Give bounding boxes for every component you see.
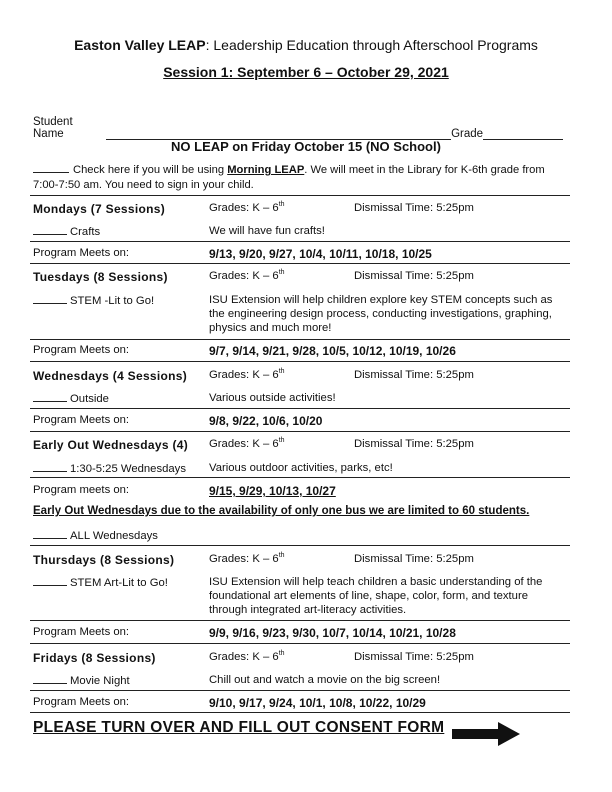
divider	[30, 339, 570, 340]
program-description: We will have fun crafts!	[209, 225, 325, 237]
meets-label: Program Meets on:	[33, 696, 130, 708]
divider	[30, 477, 570, 478]
divider	[30, 620, 570, 621]
program-checkbox[interactable]	[33, 293, 67, 304]
all-wednesdays-label: ALL Wednesdays	[70, 530, 158, 542]
dismissal-time: Dismissal Time: 5:25pm	[354, 553, 474, 565]
program-description: ISU Extension will help teach children a basic understanding of the foundational art elements of line, shape, color, form, and texture through integrated art-literacy activities.	[209, 576, 543, 616]
day-label: Thursdays (8 Sessions)	[33, 553, 175, 567]
grades-label: Grades: K – 6th	[209, 201, 285, 214]
meets-label: Program meets on:	[33, 484, 130, 496]
session-dates: 9/7, 9/14, 9/21, 9/28, 10/5, 10/12, 10/19, 10/26	[209, 344, 456, 358]
program-checkbox[interactable]	[33, 391, 67, 402]
program-checkbox[interactable]	[33, 673, 67, 684]
program-checkbox[interactable]	[33, 461, 67, 472]
day-label: Early Out Wednesdays (4)	[33, 438, 189, 452]
program-option: STEM -Lit to Go!	[33, 293, 154, 307]
divider	[30, 712, 570, 713]
dismissal-time: Dismissal Time: 5:25pm	[354, 202, 474, 214]
right-arrow-icon	[452, 721, 522, 747]
program-option: STEM Art-Lit to Go!	[33, 575, 168, 589]
meets-label: Program Meets on:	[33, 626, 130, 638]
program-description: Chill out and watch a movie on the big screen!	[209, 674, 441, 686]
divider	[30, 263, 570, 264]
divider	[30, 545, 570, 546]
turn-over-instruction: PLEASE TURN OVER AND FILL OUT CONSENT FORM	[33, 719, 445, 736]
grades-label: Grades: K – 6th	[209, 552, 285, 565]
dismissal-time: Dismissal Time: 5:25pm	[354, 270, 474, 282]
divider	[30, 690, 570, 691]
morning-leap-checkbox[interactable]	[33, 162, 69, 173]
morning-leap-option	[33, 162, 573, 193]
student-name-label: Student Name	[33, 116, 73, 140]
student-info-row	[33, 116, 563, 140]
session-dates: 9/13, 9/20, 9/27, 10/4, 10/11, 10/18, 10/25	[209, 247, 432, 261]
session-dates: 9/10, 9/17, 9/24, 10/1, 10/8, 10/22, 10/29	[209, 696, 426, 710]
program-description: Various outdoor activities, parks, etc!	[209, 462, 393, 474]
early-out-bus-notice: Early Out Wednesdays due to the availability of only one bus we are limited to 60 students.	[33, 505, 530, 517]
org-name: Easton Valley LEAP	[74, 37, 206, 53]
session-dates: 9/15, 9/29, 10/13, 10/27	[209, 484, 336, 498]
grades-label: Grades: K – 6th	[209, 368, 285, 381]
divider	[30, 241, 570, 242]
grades-label: Grades: K – 6th	[209, 437, 285, 450]
morning-leap-highlight: Morning LEAP	[227, 164, 305, 176]
org-tagline: : Leadership Education through Afterschool Programs	[205, 37, 538, 53]
divider	[30, 643, 570, 644]
program-option: Crafts	[33, 224, 100, 238]
program-description: ISU Extension will help children explore key STEM concepts such as the engineering design process, conducting investigations, graphing, physics and much more!	[209, 294, 553, 334]
meets-label: Program Meets on:	[33, 344, 130, 356]
divider	[30, 361, 570, 362]
program-checkbox[interactable]	[33, 224, 67, 235]
program-option: 1:30-5:25 Wednesdays	[33, 461, 186, 475]
grades-label: Grades: K – 6th	[209, 269, 285, 282]
program-option: Outside	[33, 391, 109, 405]
dismissal-time: Dismissal Time: 5:25pm	[354, 651, 474, 663]
divider	[30, 408, 570, 409]
divider	[30, 195, 570, 196]
meets-label: Program Meets on:	[33, 247, 130, 259]
day-label: Mondays (7 Sessions)	[33, 202, 166, 216]
dismissal-time: Dismissal Time: 5:25pm	[354, 369, 474, 381]
meets-label: Program Meets on:	[33, 414, 130, 426]
program-description: Various outside activities!	[209, 392, 336, 404]
dismissal-time: Dismissal Time: 5:25pm	[354, 438, 474, 450]
program-checkbox[interactable]	[33, 575, 67, 586]
grade-label: Grade	[451, 128, 484, 140]
day-label: Fridays (8 Sessions)	[33, 651, 156, 665]
day-label: Wednesdays (4 Sessions)	[33, 369, 188, 383]
session-heading: Session 1: September 6 – October 29, 2021	[163, 64, 449, 80]
divider	[30, 431, 570, 432]
program-option: Movie Night	[33, 673, 130, 687]
day-label: Tuesdays (8 Sessions)	[33, 270, 168, 284]
session-dates: 9/8, 9/22, 10/6, 10/20	[209, 414, 323, 428]
morning-text-before: Check here if you will be using	[73, 164, 228, 176]
page-title	[0, 37, 612, 53]
grades-label: Grades: K – 6th	[209, 650, 285, 663]
morning-text-after: . We will meet in the Library for K-6th grade from 7:00-7:50 am. You need to sign in your child.	[33, 164, 545, 191]
session-dates: 9/9, 9/16, 9/23, 9/30, 10/7, 10/14, 10/21, 10/28	[209, 626, 456, 640]
all-wednesdays-checkbox[interactable]	[33, 528, 67, 539]
no-school-notice: NO LEAP on Friday October 15 (NO School)	[171, 139, 441, 154]
